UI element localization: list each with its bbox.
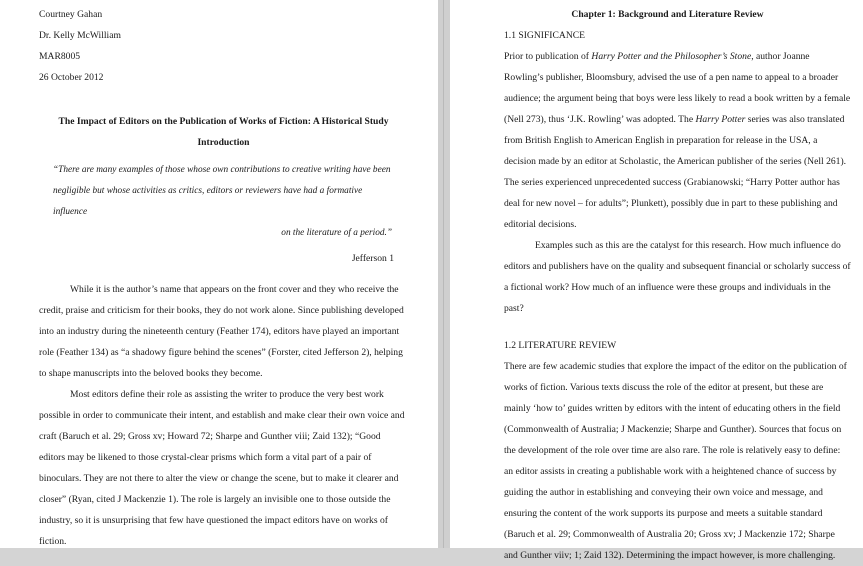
- body-paragraph: There are few academic studies that explore the impact of the editor on the publication of works of fiction. Various texts discuss the role of the editor at present, but these are mainly ‘how to’ guides written by editors with the intent of educating others in the field (Commonwealth of Australia; J Mackenzie; Sharpe and Gunther). Sources that focus on the development of the role over time are also rare. The role is relatively easy to define: an editor assists in creating a publishable work with a heightened chance of success by guiding the author in establishing and conveying their own voice and message, and ensuring the content of the work supports its purpose and meets a suitable standard (Baruch et al. 29; Commonwealth of Australia 20; Gross xv; J Mackenzie 172; Sharpe and Gunther viiv; 1; Zaid 132). Determining the impact however, is more challenging.: [504, 361, 847, 561]
- section-heading-significance: 1.1 SIGNIFICANCE: [504, 30, 586, 41]
- header-course-code: MAR8005: [39, 51, 81, 62]
- body-paragraph: [504, 46, 851, 235]
- header-author-name: Courtney Gahan: [39, 9, 103, 20]
- epigraph-attribution: Jefferson 1: [351, 253, 394, 264]
- text-run: , author Joanne Rowling’s publisher, Bloomsbury, advised the use of a pen name to appeal to a broader audience; the argument being that boys were less likely to read a book written by a female (Nell 273), thus ‘J.K. Rowling’ was adopted. The: [504, 51, 851, 125]
- body-paragraph: Examples such as this are the catalyst for this research. How much influence do editors and publishers have on the quality and subsequent financial or scholarly success of a fictional work? How much of an influence were these groups and individuals in the past?: [504, 240, 851, 314]
- page-gutter: [438, 0, 450, 548]
- header-date: 26 October 2012: [39, 72, 104, 83]
- section-heading-literature-review: 1.2 LITERATURE REVIEW: [504, 340, 617, 351]
- document-page-left[interactable]: [0, 0, 438, 548]
- document-title: The Impact of Editors on the Publication of Works of Fiction: A Historical Study: [58, 116, 389, 127]
- header-instructor-name: Dr. Kelly McWilliam: [39, 30, 121, 41]
- page-divider: [443, 0, 444, 548]
- book-title-italic: Harry Potter and the Philosopher’s Stone: [591, 51, 752, 62]
- text-run: series was also translated from British English to American English in preparation for release in the USA, a decision made by an editor at Scholastic, the American publisher of the series (Nell 261). The series experienced unprecedented success (Grabianowski; “Harry Potter author has deal for new novel – for adults”; Plunkett), possibly due in part to these publishing and editorial decisions.: [504, 114, 847, 230]
- body-paragraph: While it is the author’s name that appears on the front cover and they who receive the credit, praise and criticism for their books, they do not work alone. Since publishing developed into an industry during the nineteenth century (Feather 174), editors have played an important role (Feather 134) as “a shadowy figure behind the scenes” (Forster, cited Jefferson 2), helping to shape manuscripts into the beloved books they become.: [39, 284, 404, 379]
- text-run: Prior to publication of: [504, 51, 592, 62]
- epigraph-line: “There are many examples of those whose own contributions to creative writing have been: [53, 165, 391, 175]
- introduction-heading: Introduction: [197, 137, 250, 148]
- epigraph-line: on the literature of a period.”: [281, 228, 392, 238]
- document-page-right[interactable]: [450, 0, 863, 561]
- chapter-heading: Chapter 1: Background and Literature Review: [571, 9, 764, 20]
- series-title-italic: Harry Potter: [695, 114, 746, 125]
- epigraph-line: negligible but whose activities as critics, editors or reviewers have had a formative influence: [53, 186, 363, 217]
- body-paragraph: Most editors define their role as assisting the writer to produce the very best work possible in order to communicate their intent, and establish and make clear their own voice and craft (Baruch et al. 29; Gross xv; Howard 72; Sharpe and Gunther viii; Zaid 132); “Good editors may be likened to those crystal-clear prisms which form a vital part of a pair of binoculars. They are not there to alter the view or change the scene, but to make it clearer and closer” (Ryan, cited J Mackenzie 1). The role is largely an invisible one to those outside the industry, so it is unsurprising that few have questioned the impact editors have on works of fiction.: [39, 389, 405, 547]
- epigraph-quote: [53, 160, 392, 244]
